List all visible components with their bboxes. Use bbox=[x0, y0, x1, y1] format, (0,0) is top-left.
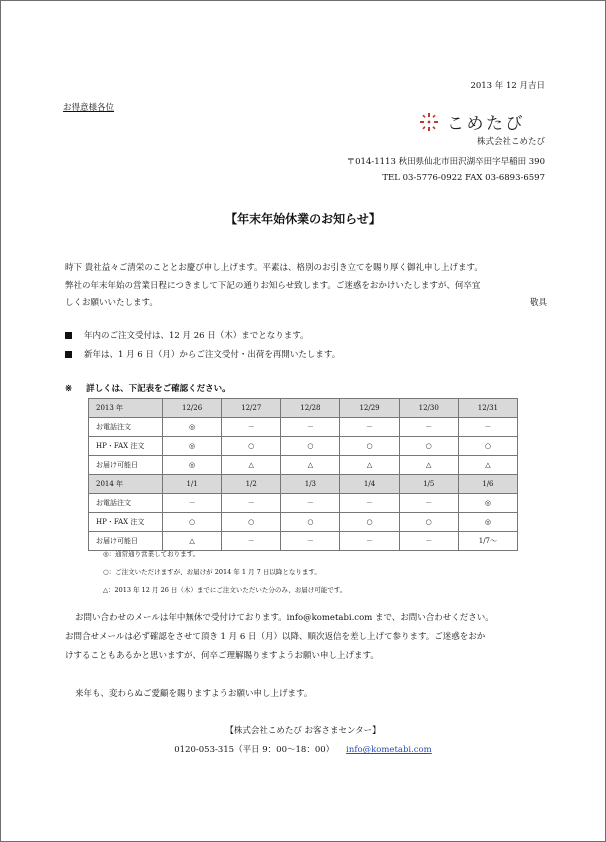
status-cell: － bbox=[222, 494, 281, 513]
date-cell: 12/31 bbox=[458, 399, 517, 418]
schedule-row bbox=[89, 494, 518, 513]
closing-line: 来年も、変わらぬご愛顧を賜りますようお願い申し上げます。 bbox=[75, 689, 313, 699]
note-text: 詳しくは、下記表をご確認ください。 bbox=[86, 384, 231, 394]
schedule-row bbox=[89, 418, 518, 437]
year-cell: 2013 年 bbox=[89, 399, 163, 418]
status-cell: － bbox=[281, 532, 340, 551]
row-label-cell: HP・FAX 注文 bbox=[89, 437, 163, 456]
status-cell: ○ bbox=[399, 437, 458, 456]
square-bullet-icon bbox=[65, 351, 72, 358]
status-cell: － bbox=[340, 418, 399, 437]
status-cell: － bbox=[340, 532, 399, 551]
status-cell: ○ bbox=[399, 513, 458, 532]
status-cell: ○ bbox=[222, 513, 281, 532]
date-cell: 12/26 bbox=[163, 399, 222, 418]
status-cell: △ bbox=[458, 456, 517, 475]
status-cell: △ bbox=[340, 456, 399, 475]
rice-flower-logo-icon bbox=[419, 112, 439, 132]
status-cell: △ bbox=[399, 456, 458, 475]
status-cell: △ bbox=[163, 532, 222, 551]
date-cell: 1/2 bbox=[222, 475, 281, 494]
date-cell: 1/1 bbox=[163, 475, 222, 494]
greeting-line bbox=[65, 295, 547, 313]
bullet-list bbox=[65, 327, 340, 365]
date-cell: 12/28 bbox=[281, 399, 340, 418]
schedule-row bbox=[89, 456, 518, 475]
email-link[interactable]: info@kometabi.com bbox=[346, 745, 432, 755]
status-cell: － bbox=[281, 418, 340, 437]
status-cell: － bbox=[458, 418, 517, 437]
customer-center-contact bbox=[1, 743, 605, 755]
status-cell: ○ bbox=[458, 437, 517, 456]
bullet-text: 新年は、1 月 6 日（月）からご注文受付・出荷を再開いたします。 bbox=[84, 350, 341, 360]
status-cell: ○ bbox=[340, 437, 399, 456]
contact-line: お問い合わせのメールは年中無休で受付けております。info@kometabi.com まで、お問い合わせください。 bbox=[75, 613, 494, 623]
date-cell: 12/27 bbox=[222, 399, 281, 418]
date-cell: 12/30 bbox=[399, 399, 458, 418]
row-label-cell: お電話注文 bbox=[89, 494, 163, 513]
greeting-paragraph bbox=[65, 260, 547, 313]
status-cell: － bbox=[340, 494, 399, 513]
status-cell: － bbox=[163, 494, 222, 513]
status-cell: ◎ bbox=[163, 456, 222, 475]
status-cell: ○ bbox=[281, 437, 340, 456]
legend-item: ○：ご注文いただけますが、お届けが 2014 年 1 月 7 日以降となります。 bbox=[103, 568, 321, 576]
bullet-item bbox=[65, 327, 340, 346]
status-cell: － bbox=[399, 494, 458, 513]
greeting-line-text: しくお願いいたします。 bbox=[65, 298, 158, 308]
date-cell: 1/4 bbox=[340, 475, 399, 494]
row-label-cell: お届け可能日 bbox=[89, 456, 163, 475]
note-mark: ※ bbox=[65, 384, 73, 394]
company-name: 株式会社こめたび bbox=[476, 137, 545, 147]
addressee: お得意様各位 bbox=[63, 103, 115, 113]
status-cell: － bbox=[222, 418, 281, 437]
tel-fax: TEL 03-5776-0922 FAX 03-6893-6597 bbox=[382, 173, 545, 183]
row-label-cell: HP・FAX 注文 bbox=[89, 513, 163, 532]
table-note bbox=[65, 382, 231, 394]
legend-item: △：2013 年 12 月 26 日（木）までにご注文いただいた分のみ、お届け可能です。 bbox=[103, 586, 347, 594]
schedule-row bbox=[89, 437, 518, 456]
row-label-cell: お届け可能日 bbox=[89, 532, 163, 551]
status-cell: ○ bbox=[222, 437, 281, 456]
contact-paragraph bbox=[65, 609, 545, 704]
greeting-line: 時下 貴社益々ご清栄のこととお慶び申し上げます。平素は、格別のお引き立てを賜り厚く御礼申し上げます。 bbox=[65, 263, 483, 273]
date-cell: 1/3 bbox=[281, 475, 340, 494]
status-cell: ○ bbox=[163, 513, 222, 532]
schedule-header-row bbox=[89, 399, 518, 418]
status-cell: － bbox=[281, 494, 340, 513]
status-cell: ◎ bbox=[163, 418, 222, 437]
company-logo bbox=[419, 109, 525, 134]
status-cell: 1/7～ bbox=[458, 532, 517, 551]
greeting-line: 弊社の年末年始の営業日程につきまして下記の通りお知らせ致します。ご迷惑をおかけいたしますが、何卒宜 bbox=[65, 280, 481, 291]
status-cell: ◎ bbox=[458, 513, 517, 532]
date-cell: 12/29 bbox=[340, 399, 399, 418]
status-cell: △ bbox=[281, 456, 340, 475]
year-cell: 2014 年 bbox=[89, 475, 163, 494]
phone-number: 0120-053-315（平日 9：00～18：00） bbox=[174, 745, 335, 755]
logo-wordmark: こめたび bbox=[447, 114, 525, 134]
status-cell: ◎ bbox=[458, 494, 517, 513]
contact-line: お問合せメールは必ず確認をさせて頂き 1 月 6 日（月）以降、順次返信を差し上げて参ります。ご迷惑をおか bbox=[65, 632, 486, 642]
date-cell: 1/5 bbox=[399, 475, 458, 494]
status-cell: ○ bbox=[281, 513, 340, 532]
status-cell: － bbox=[222, 532, 281, 551]
issue-date: 2013 年 12 月吉日 bbox=[470, 81, 545, 91]
schedule-header-row bbox=[89, 475, 518, 494]
closing-word: 敬具 bbox=[529, 298, 547, 308]
legend-item: ◎：通常通り営業しております。 bbox=[103, 550, 200, 558]
date-cell: 1/6 bbox=[458, 475, 517, 494]
schedule-row bbox=[89, 513, 518, 532]
customer-center-name: 【株式会社こめたび お客さまセンター】 bbox=[225, 726, 381, 736]
square-bullet-icon bbox=[65, 332, 72, 339]
row-label-cell: お電話注文 bbox=[89, 418, 163, 437]
postal-address: 〒014-1113 秋田県仙北市田沢湖卒田字早稲田 390 bbox=[346, 157, 545, 167]
schedule-row bbox=[89, 532, 518, 551]
bullet-item bbox=[65, 346, 340, 365]
status-cell: △ bbox=[222, 456, 281, 475]
status-cell: ○ bbox=[340, 513, 399, 532]
status-cell: ◎ bbox=[163, 437, 222, 456]
bullet-text: 年内のご注文受付は、12 月 26 日（木）までとなります。 bbox=[84, 331, 309, 341]
status-cell: － bbox=[399, 532, 458, 551]
notice-title: 【年末年始休業のお知らせ】 bbox=[225, 212, 381, 226]
schedule-table bbox=[88, 398, 518, 551]
contact-line: けすることもあるかと思いますが、何卒ご理解賜りますようお願い申し上げます。 bbox=[65, 651, 379, 661]
status-cell: － bbox=[399, 418, 458, 437]
